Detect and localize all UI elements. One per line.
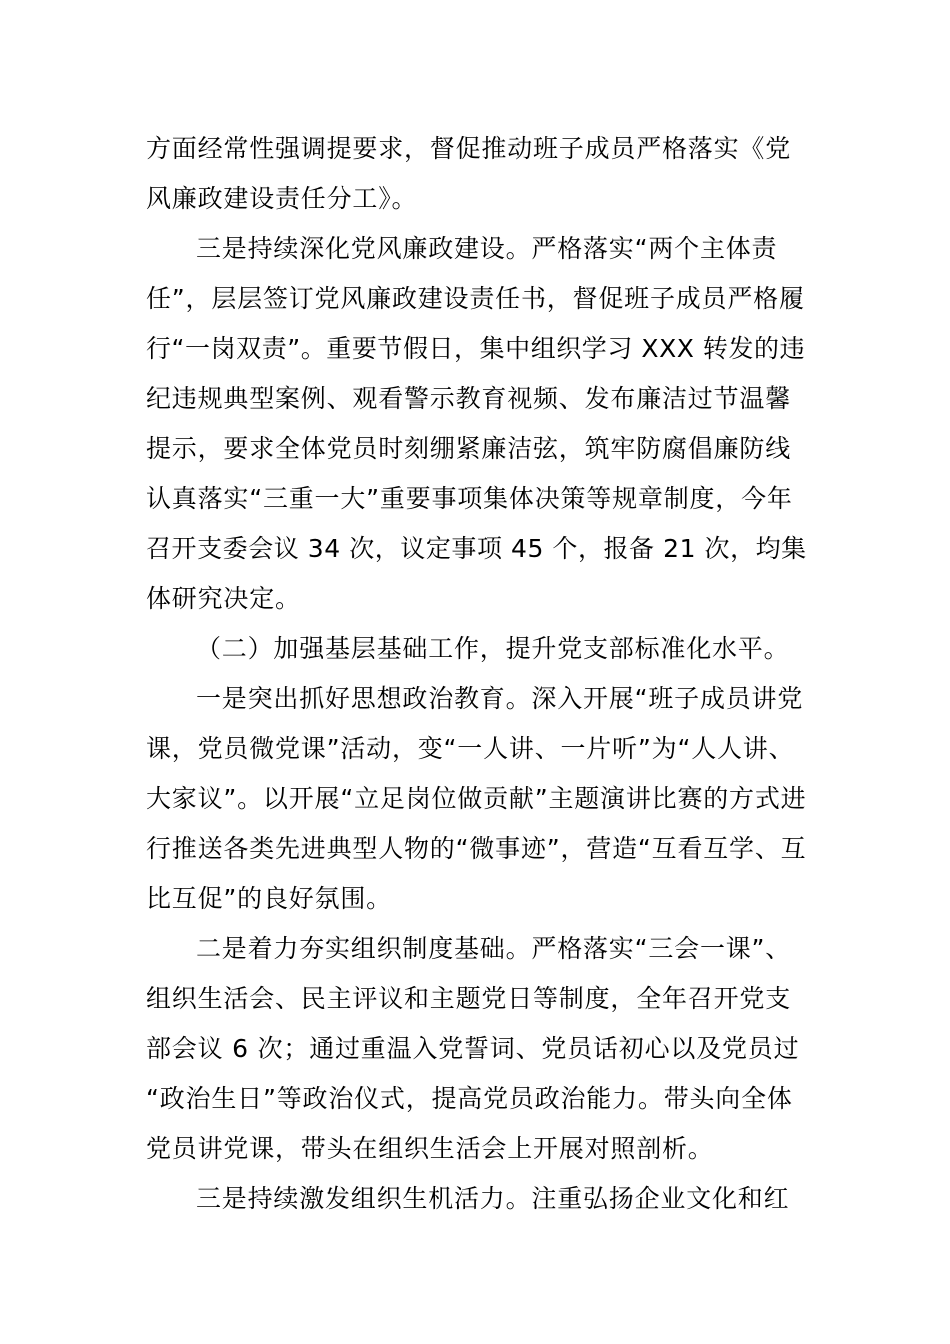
text-line: 行“一岗双责”。重要节假日，集中组织学习 XXX 转发的违 <box>146 334 806 363</box>
text-line: 认真落实“三重一大”重要事项集体决策等规章制度，今年 <box>146 484 793 513</box>
text-line: 课，党员微党课”活动，变“一人讲、一片听”为“人人讲、 <box>146 734 795 763</box>
text-line: 三是持续激发组织生机活力。注重弘扬企业文化和红 <box>196 1184 790 1213</box>
text-line: 召开支委会议 34 次，议定事项 45 个，报备 21 次，均集 <box>146 534 807 563</box>
text-line: 任”，层层签订党风廉政建设责任书，督促班子成员严格履 <box>146 284 805 313</box>
text-line: 方面经常性强调提要求，督促推动班子成员严格落实《党 <box>146 134 792 163</box>
text-line: 纪违规典型案例、观看警示教育视频、发布廉洁过节温馨 <box>146 384 792 413</box>
text-line: 部会议 6 次；通过重温入党誓词、党员话初心以及党员过 <box>146 1034 800 1063</box>
text-line: 大家议”。以开展“立足岗位做贡献”主题演讲比赛的方式进 <box>146 784 807 813</box>
text-line: “政治生日”等政治仪式，提高党员政治能力。带头向全体 <box>146 1084 793 1113</box>
text-line: 比互促”的良好氛围。 <box>146 884 392 913</box>
text-line: 体研究决定。 <box>146 584 301 613</box>
section-heading: （二）加强基层基础工作，提升党支部标准化水平。 <box>196 634 790 663</box>
text-line: 党员讲党课，带头在组织生活会上开展对照剖析。 <box>146 1134 714 1163</box>
text-line: 三是持续深化党风廉政建设。严格落实“两个主体责 <box>196 234 778 263</box>
text-line: 风廉政建设责任分工》。 <box>146 184 418 213</box>
document-body <box>146 124 810 1224</box>
text-line: 一是突出抓好思想政治教育。深入开展“班子成员讲党 <box>196 684 804 713</box>
text-line: 提示，要求全体党员时刻绷紧廉洁弦，筑牢防腐倡廉防线 <box>146 434 792 463</box>
text-line: 组织生活会、民主评议和主题党日等制度，全年召开党支 <box>146 984 792 1013</box>
text-line: 二是着力夯实组织制度基础。严格落实“三会一课”、 <box>196 934 792 963</box>
text-line: 行推送各类先进典型人物的“微事迹”，营造“互看互学、互 <box>146 834 807 863</box>
